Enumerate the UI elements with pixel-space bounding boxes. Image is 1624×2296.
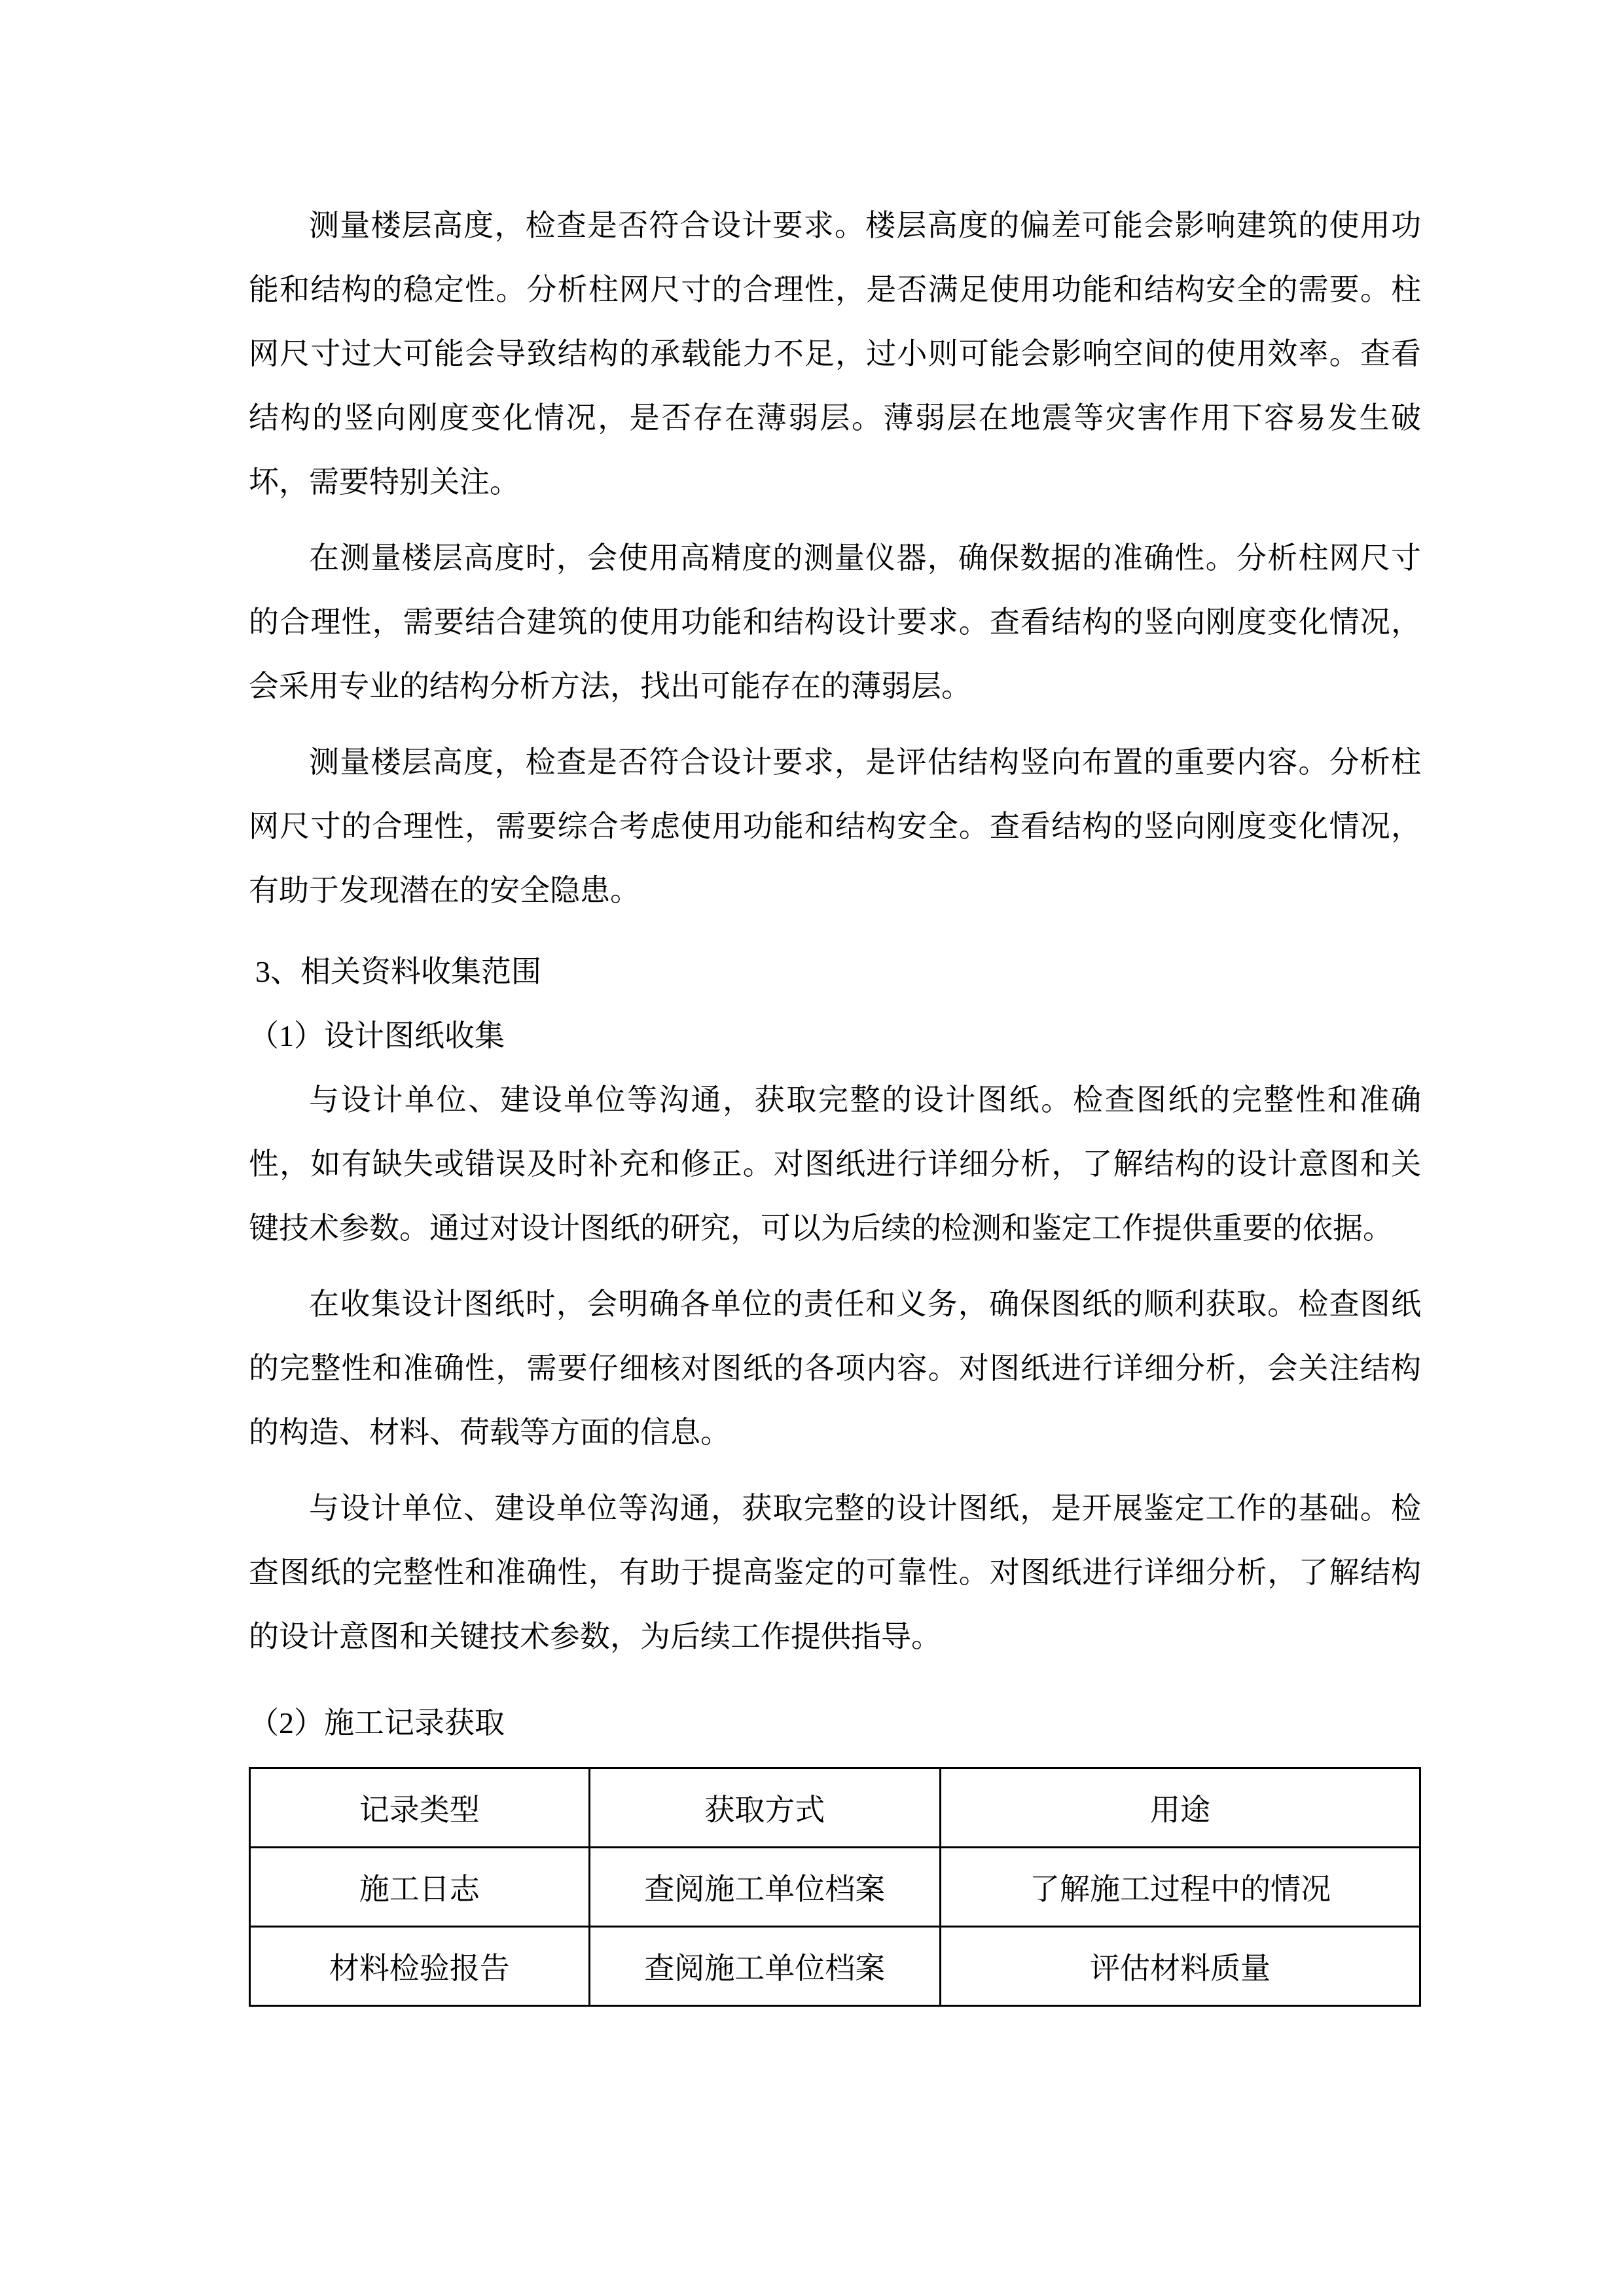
subsection-heading-construction-records: （2）施工记录获取 <box>249 1706 505 1740</box>
table-header-record-type: 记录类型 <box>250 1768 590 1848</box>
table-header-acquisition-method: 获取方式 <box>589 1768 940 1848</box>
construction-records-table <box>249 1767 1421 2007</box>
table-cell: 查阅施工单位档案 <box>589 1927 940 2006</box>
table-cell: 查阅施工单位档案 <box>589 1848 940 1927</box>
section-heading-data-collection: 3、相关资料收集范围 <box>255 955 541 988</box>
table-cell: 施工日志 <box>250 1848 590 1927</box>
table-header-row <box>250 1768 1420 1848</box>
table-row <box>250 1848 1420 1927</box>
paragraph-floor-height-2: 在测量楼层高度时，会使用高精度的测量仪器，确保数据的准确性。分析柱网尺寸的合理性，需要结合建筑的使用功能和结构设计要求。查看结构的竖向刚度变化情况，会采用专业的结构分析方法，找出可能存在的薄弱层。 <box>249 541 1421 703</box>
paragraph-drawings-3: 与设计单位、建设单位等沟通，获取完整的设计图纸，是开展鉴定工作的基础。检查图纸的完整性和准确性，有助于提高鉴定的可靠性。对图纸进行详细分析，了解结构的设计意图和关键技术参数，为后续工作提供指导。 <box>249 1492 1421 1653</box>
table-cell: 评估材料质量 <box>940 1927 1420 2006</box>
table-cell: 材料检验报告 <box>250 1927 590 2006</box>
paragraph-drawings-1: 与设计单位、建设单位等沟通，获取完整的设计图纸。检查图纸的完整性和准确性，如有缺失或错误及时补充和修正。对图纸进行详细分析，了解结构的设计意图和关键技术参数。通过对设计图纸的研究，可以为后续的检测和鉴定工作提供重要的依据。 <box>249 1083 1421 1245</box>
table-row <box>250 1927 1420 2006</box>
paragraph-floor-height-1: 测量楼层高度，检查是否符合设计要求。楼层高度的偏差可能会影响建筑的使用功能和结构的稳定性。分析柱网尺寸的合理性，是否满足使用功能和结构安全的需要。柱网尺寸过大可能会导致结构的承载能力不足，过小则可能会影响空间的使用效率。查看结构的竖向刚度变化情况，是否存在薄弱层。薄弱层在地震等灾害作用下容易发生破坏，需要特别关注。 <box>249 209 1421 499</box>
paragraph-drawings-2: 在收集设计图纸时，会明确各单位的责任和义务，确保图纸的顺利获取。检查图纸的完整性和准确性，需要仔细核对图纸的各项内容。对图纸进行详细分析，会关注结构的构造、材料、荷载等方面的信息。 <box>249 1287 1421 1449</box>
table-header-purpose: 用途 <box>940 1768 1420 1848</box>
subsection-heading-design-drawings: （1）设计图纸收集 <box>249 1019 505 1052</box>
paragraph-floor-height-3: 测量楼层高度，检查是否符合设计要求，是评估结构竖向布置的重要内容。分析柱网尺寸的合理性，需要综合考虑使用功能和结构安全。查看结构的竖向刚度变化情况，有助于发现潜在的安全隐患。 <box>249 745 1421 907</box>
table-cell: 了解施工过程中的情况 <box>940 1848 1420 1927</box>
